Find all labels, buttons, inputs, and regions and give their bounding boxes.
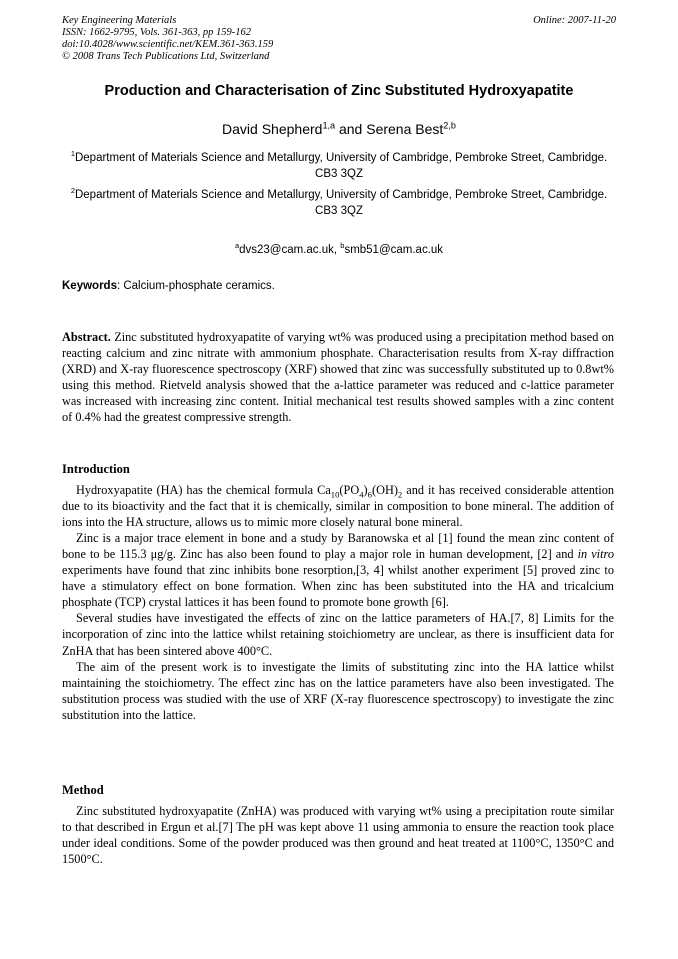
journal-name: Key Engineering Materials (62, 15, 177, 26)
method-section (62, 782, 614, 867)
text-run: and it has received considerable attention due to its bioactivity and the fact that it is chemically, similar in composition to bone mineral. The addition of ions into the HA structure, allows us to mimic more closely natural bone mineral. (62, 483, 614, 530)
author-conjunction: and (335, 121, 367, 137)
email-superscript: a (234, 241, 240, 251)
subscript: 2 (397, 489, 403, 500)
paragraph (62, 530, 614, 610)
text-run: experiments have found that zinc inhibits bone resorption,[3, 4] whilst another experiment [5] proved zinc to have a stimulatory effect on bone formation. When zinc has been substituted into the HA and tricalcium phosphate (TCP) crystal lattices it has been found to promote bone growth [6]. (62, 563, 614, 610)
italic-text: in vitro (577, 547, 614, 562)
abstract-label: Abstract. (62, 330, 111, 344)
affiliation-text: Department of Materials Science and Metallurgy, University of Cambridge, Pembroke Street, Cambridge. CB3 3QZ (74, 189, 608, 217)
paper-title: Production and Characterisation of Zinc Substituted Hydroxyapatite (104, 83, 574, 99)
section-heading: Method (62, 783, 104, 797)
affiliation-2 (62, 187, 616, 219)
text-run: Hydroxyapatite (HA) has the chemical formula Ca (76, 483, 331, 498)
email-line (62, 241, 616, 256)
affiliation-text: Department of Materials Science and Metallurgy, University of Cambridge, Pembroke Street, Cambridge. CB3 3QZ (74, 152, 608, 180)
affiliation-number: 2 (70, 186, 75, 196)
section-heading: Introduction (62, 462, 130, 476)
email-address[interactable]: dvs23@cam.ac.uk, (239, 244, 341, 256)
issn-line: ISSN: 1662-9795, Vols. 361-363, pp 159-162 (62, 27, 251, 38)
keywords-text: : Calcium-phosphate ceramics. (116, 280, 275, 292)
text-run: (PO (339, 483, 360, 498)
text-run: (OH) (371, 483, 398, 498)
affiliation-1 (62, 150, 616, 182)
online-date: Online: 2007-11-20 (533, 15, 616, 26)
author-line (62, 121, 616, 137)
paragraph: Zinc substituted hydroxyapatite (ZnHA) was produced with varying wt% using a precipitation route similar to that described in Ergun et al.[7] The pH was kept above 11 using ammonia to ensure the reaction took place under ideal conditions. Some of the powder produced was then ground and heat treated at 1100°C, 1350°C and 1500°C. (62, 804, 614, 867)
keywords-line (62, 280, 616, 292)
keywords-label: Keywords (62, 280, 117, 292)
paragraph (62, 482, 614, 530)
paragraph: Several studies have investigated the effects of zinc on the lattice parameters of HA.[7, 8] Limits for the incorporation of zinc into the lattice whilst retaining stoichiometry are unclear, as there is insufficient data for ZnHA that has been sintered above 400°C. (62, 611, 614, 658)
author-superscript: 1,a (322, 120, 336, 131)
author-name: Serena Best (366, 121, 444, 137)
author-superscript: 2,b (443, 120, 456, 131)
affiliation-number: 1 (70, 149, 75, 159)
author-name: David Shepherd (222, 121, 323, 137)
text-run: ) (363, 483, 368, 498)
copyright-line: © 2008 Trans Tech Publications Ltd, Switzerland (62, 51, 270, 62)
abstract-text: Zinc substituted hydroxyapatite of varying wt% was produced using a precipitation method based on reacting calcium and zinc nitrate with ammonium phosphate. Characterisation results from X-ray diffraction (XRD) and X-ray fluorescence spectroscopy (XRF) showed that zinc was successfully substituted up to 0.8wt% using this method. Rietveld analysis showed that the a-lattice parameter was reduced and c-lattice parameter was increased with increasing zinc content. Initial mechanical test results showed samples with a zinc content of 0.4% had the greatest compressive strength. (62, 330, 614, 425)
subscript: 6 (367, 489, 372, 500)
paragraph: The aim of the present work is to investigate the limits of substituting zinc into the HA lattice whilst maintaining the stoichiometry. The effect zinc has on the lattice parameters have also been investigated. The substitution process was studied with the use of XRF (X-ray fluorescence spectroscopy) to investigate the zinc substitution into the lattice. (62, 659, 614, 722)
text-run: Zinc is a major trace element in bone and a study by Baranowska et al [1] found the mean zinc content of bone to be 115.3 μg/g. Zinc has also been found to play a major role in human development, [2] and (62, 531, 614, 562)
email-address[interactable]: smb51@cam.ac.uk (344, 244, 444, 256)
abstract (62, 329, 614, 425)
subscript: 10 (330, 489, 340, 500)
introduction-section (62, 461, 614, 723)
doi-line: doi:10.4028/www.scientific.net/KEM.361-363.159 (62, 39, 274, 50)
email-superscript: b (340, 241, 345, 251)
subscript: 4 (359, 489, 364, 500)
journal-header (62, 15, 616, 63)
